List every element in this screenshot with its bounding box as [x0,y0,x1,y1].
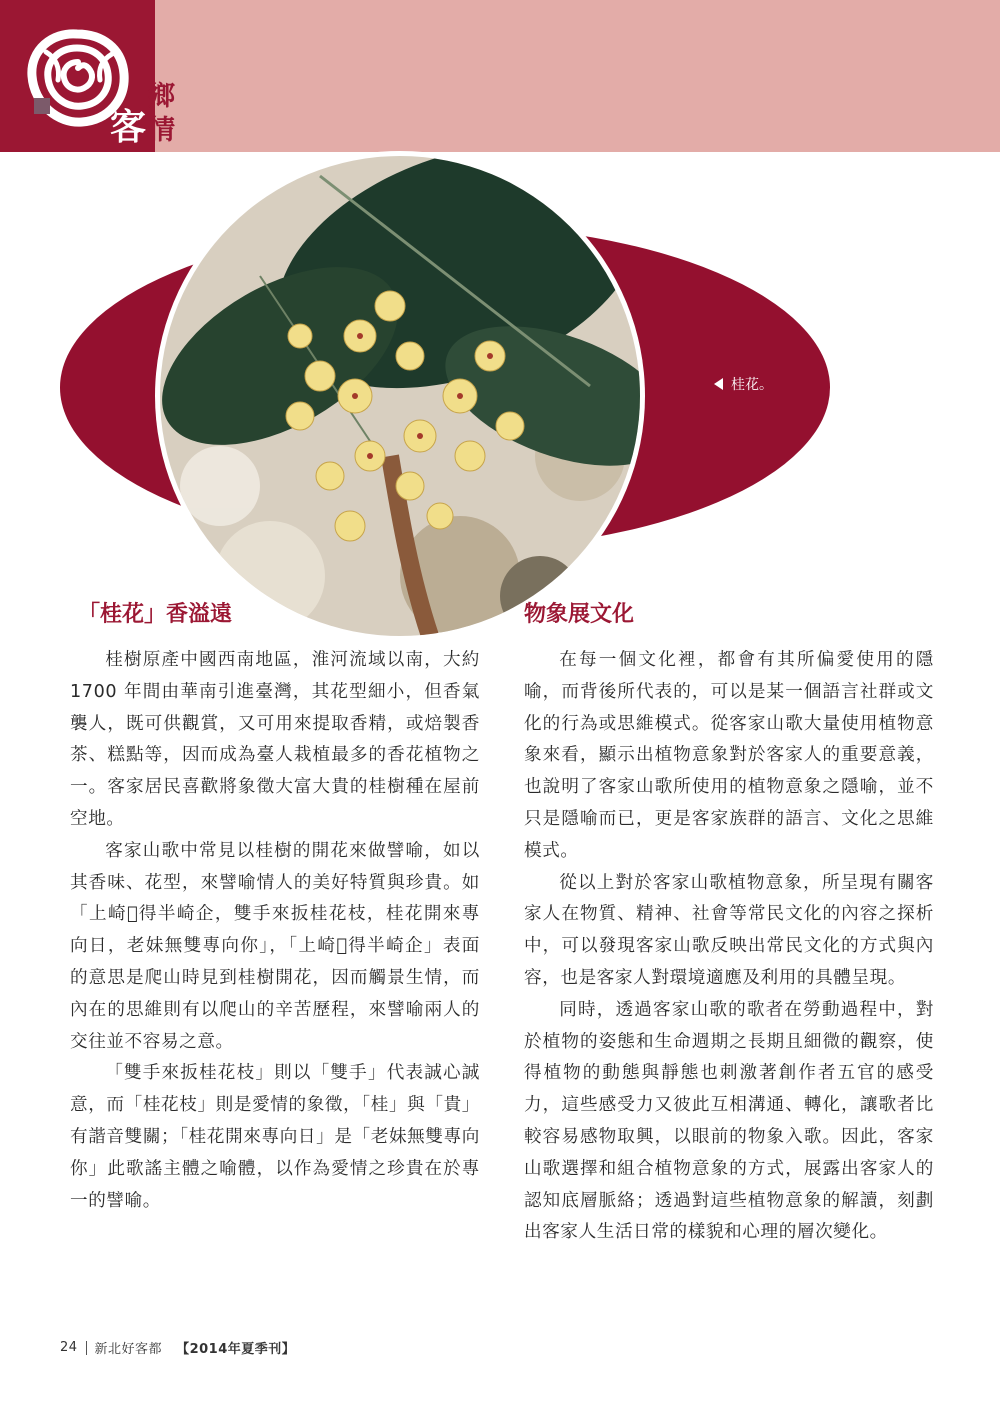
left-heading: 「桂花」香溢遠 [78,602,233,627]
section-title-main: 客 [110,107,147,148]
triangle-left-icon [714,378,723,390]
right-paragraph-1: 在每一個文化裡，都會有其所偏愛使用的隱喻，而背後所代表的，可以是某一個語言社群或文化的行為或思維模式。從客家山歌大量使用植物意象來看，顯示出植物意象對於客家人的重要意義，也說明了客家山歌所使用的植物意象之隱喻，並不只是隱喻而已，更是客家族群的語言、文化之思維模式。 [524,650,934,861]
left-paragraph-2: 客家山歌中常見以桂樹的開花來做譬喻，如以其香味、花型，來譬喻情人的美好特質與珍貴。如「上崎𡀢得半崎企，雙手來扳桂花枝，桂花開來專向日，老妹無雙專向你」，「上崎𡀢得半崎企」表面的意思是爬山時見到桂樹開花，因而觸景生情，而內在的思維則有以爬山的辛苦歷程，來譬喻兩人的交往並不容易之意。 [70,840,480,1052]
section-title [110,81,176,148]
left-paragraph-1: 桂樹原產中國西南地區，淮河流域以南，大約 1700 年間由華南引進臺灣，其花型細小，但香氣襲人，既可供觀賞，又可用來提取香精，或焙製香茶、糕點等，因而成為臺人栽植最多的香花植物之一。客家居民喜歡將象徵大富大貴的桂樹種在屋前空地。 [70,650,480,829]
right-paragraph-3: 同時，透過客家山歌的歌者在勞動過程中，對於植物的姿態和生命週期之長期且細微的觀察，使得植物的動態與靜態也刺激著創作者五官的感受力，這些感受力又彼此互相溝通、轉化，讓歌者比較容易感物取興，以眼前的物象入歌。因此，客家山歌選擇和組合植物意象的方式，展露出客家人的認知底層脈絡；透過對這些植物意象的解讀，刻劃出客家人生活日常的樣貌和心理的層次變化。 [524,999,934,1243]
header-logo-box [0,0,176,152]
left-paragraph-3: 「雙手來扳桂花枝」則以「雙手」代表誠心誠意，而「桂花枝」則是愛情的象徵，「桂」與「貴」有諧音雙關；「桂花開來專向日」是「老妹無雙專向你」此歌謠主體之喻體，以作為愛情之珍貴在於專一的譬喻。 [70,1063,480,1211]
magazine-name: 新北好客都 [94,1342,163,1357]
photo-caption-text: 桂花。 [731,377,773,393]
section-title-sub: 鄉情 [148,81,176,146]
right-column [524,645,934,1249]
photo-caption [714,374,773,394]
osmanthus-photo [160,156,640,636]
left-column [70,645,480,1217]
issue-label: 【2014年夏季刊】 [176,1342,296,1357]
right-paragraph-2: 從以上對於客家山歌植物意象，所呈現有關客家人在物質、精神、社會等常民文化的內容之探析中，可以發現客家山歌反映出常民文化的方式與內容，也是客家人對環境適應及利用的具體呈現。 [524,872,934,988]
page-number: 24 [60,1340,78,1355]
footer-divider [86,1341,87,1355]
right-heading: 物象展文化 [524,602,635,627]
page-footer [60,1338,295,1357]
